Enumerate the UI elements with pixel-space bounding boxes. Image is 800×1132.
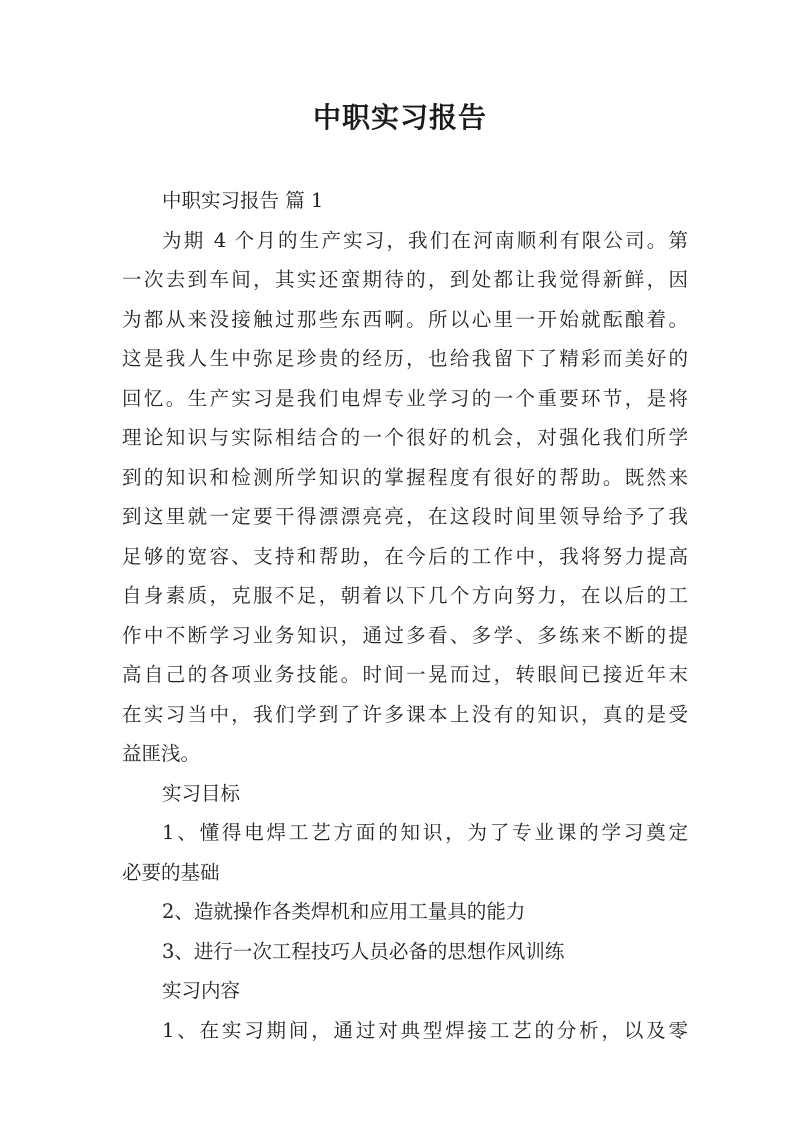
section-heading: 中职实习报告 篇 1 [162,189,324,212]
content-heading: 实习内容 [162,979,241,1002]
paragraph-line: 作中不断学习业务知识，通过多看、多学、多练来不断的提 [122,623,688,647]
goal-item: 3、进行一次工程技巧人员必备的思想作风训练 [162,939,565,963]
paragraph-line: 为期 4 个月的生产实习，我们在河南顺利有限公司。第 [162,228,688,252]
paragraph-line: 一次去到车间，其实还蛮期待的，到处都让我觉得新鲜，因 [122,268,688,291]
paragraph-line: 回忆。生产实习是我们电焊专业学习的一个重要环节，是将 [122,386,688,410]
paragraph-line: 为都从来没接触过那些东西啊。所以心里一开始就酝酿着。 [122,307,688,331]
paragraph-line: 自身素质，克服不足，朝着以下几个方向努力，在以后的工 [122,584,688,607]
goals-heading: 实习目标 [162,781,241,805]
goal-item: 2、造就操作各类焊机和应用工量具的能力 [162,900,526,923]
paragraph-line: 理论知识与实际相结合的一个很好的机会，对强化我们所学 [122,426,688,449]
document-title: 中职实习报告 [312,101,487,134]
paragraph-line: 在实习当中，我们学到了许多课本上没有的知识，真的是受 [122,702,688,726]
document-body [122,181,688,1050]
paragraph-line: 这是我人生中弥足珍贵的经历，也给我留下了精彩而美好的 [122,347,688,370]
paragraph-line: 到的知识和检测所学知识的掌握程度有很好的帮助。既然来 [122,465,688,489]
paragraph-line: 到这里就一定要干得漂漂亮亮，在这段时间里领导给予了我 [122,505,688,528]
paragraph-line: 益匪浅。 [122,742,201,765]
paragraph-line: 足够的宽容、支持和帮助，在今后的工作中，我将努力提高 [122,544,688,568]
paragraph-line: 高自己的各项业务技能。时间一晃而过，转眼间已接近年末 [122,663,688,686]
content-item-line: 1、在实习期间，通过对典型焊接工艺的分析，以及零 [162,1018,688,1042]
goal-item-line: 必要的基础 [122,860,220,884]
goal-item-line: 1、懂得电焊工艺方面的知识，为了专业课的学习奠定 [162,821,688,844]
